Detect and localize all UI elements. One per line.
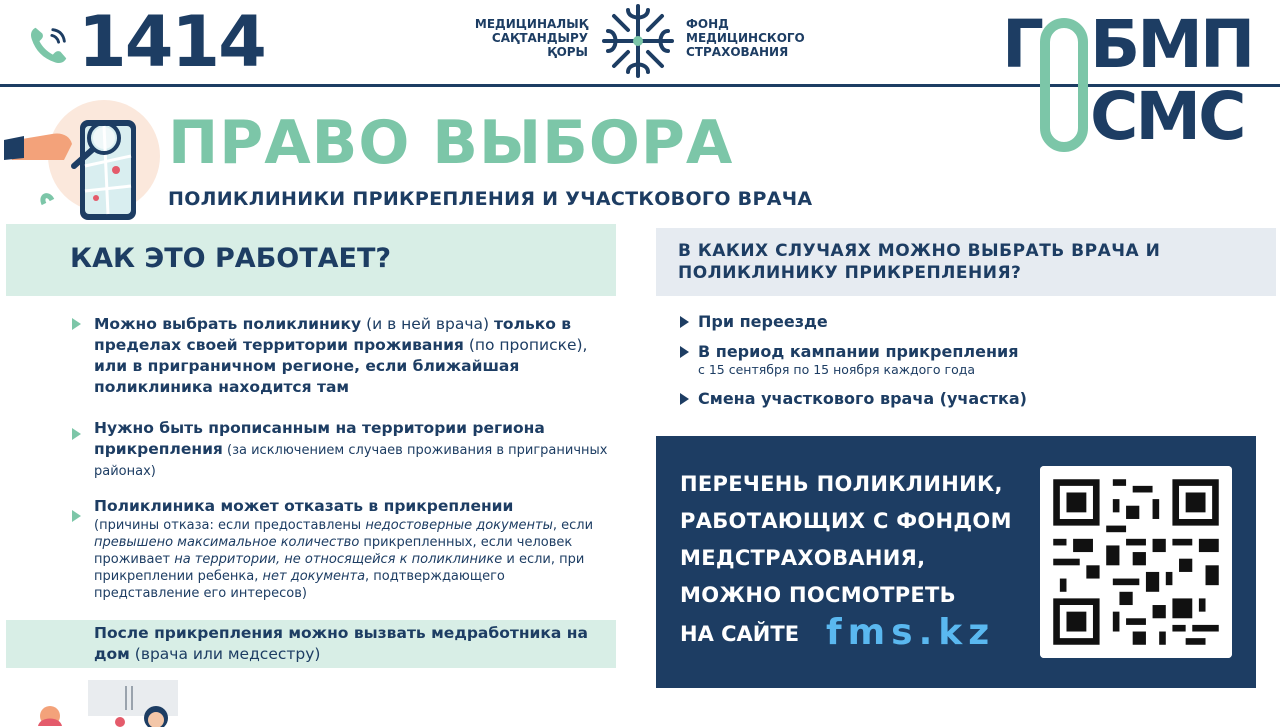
fund-kz-line: САҚТАНДЫРУ bbox=[491, 31, 588, 45]
logo-letters-bmp: БМП bbox=[1090, 6, 1253, 83]
home-visit-banner bbox=[6, 620, 616, 668]
case-text: В период кампании прикрепления bbox=[698, 342, 1019, 361]
fund-name-ru bbox=[686, 17, 826, 59]
fund-ru-line: ФОНД bbox=[686, 17, 729, 31]
rule-note: прикрепленных, если человек проживает bbox=[94, 535, 573, 567]
clinic-list-text bbox=[680, 466, 1040, 614]
logo-ring-o bbox=[1040, 18, 1088, 152]
case-text: При переезде bbox=[698, 312, 828, 331]
cases-banner bbox=[656, 228, 1276, 296]
bullet-arrow-icon bbox=[72, 510, 81, 522]
case-text: Смена участкового врача (участка) bbox=[698, 389, 1027, 408]
rule-text: (и в ней врача) bbox=[361, 315, 494, 333]
logo-letter-g: Г bbox=[1002, 6, 1042, 83]
clinic-list-box bbox=[656, 436, 1256, 688]
bullet-arrow-icon bbox=[72, 428, 81, 440]
main-title: ПРАВО ВЫБОРА bbox=[168, 108, 734, 178]
doctor-child-illustration bbox=[20, 680, 190, 727]
clinic-list-line: РАБОТАЮЩИХ С ФОНДОМ bbox=[680, 509, 1012, 533]
home-visit-note: (врача или медсестру) bbox=[129, 645, 321, 663]
fund-kz-line: ҚОРЫ bbox=[547, 45, 588, 59]
rule-text: или в приграничном регионе, если ближайшая поликлиника находится там bbox=[94, 357, 520, 396]
home-visit-text: После прикрепления можно вызвать медработника на дом bbox=[94, 624, 588, 663]
clinic-list-line: МЕДСТРАХОВАНИЯ, bbox=[680, 546, 926, 570]
bullet-arrow-icon bbox=[680, 316, 689, 328]
bullet-arrow-icon bbox=[72, 318, 81, 330]
fund-kz-line: МЕДИЦИНАЛЫҚ bbox=[474, 17, 588, 31]
phone-icon bbox=[26, 22, 72, 68]
bullet-arrow-icon bbox=[680, 393, 689, 405]
case-note: с 15 сентября по 15 ноября каждого года bbox=[698, 362, 976, 377]
fund-logo-icon bbox=[598, 2, 678, 80]
cases-heading: В КАКИХ СЛУЧАЯХ МОЖНО ВЫБРАТЬ ВРАЧА И ПОЛИКЛИНИКУ ПРИКРЕПЛЕНИЯ? bbox=[678, 241, 1161, 283]
rule-text: Можно выбрать поликлинику bbox=[94, 315, 362, 333]
rule-note: недостоверные документы bbox=[365, 518, 553, 533]
subtitle: ПОЛИКЛИНИКИ ПРИКРЕПЛЕНИЯ И УЧАСТКОВОГО ВРАЧА bbox=[168, 188, 813, 210]
how-it-works-heading: КАК ЭТО РАБОТАЕТ? bbox=[70, 243, 392, 274]
fund-name-kz bbox=[470, 17, 588, 59]
rule-note: (причины отказа: если предоставлены bbox=[94, 518, 366, 533]
rule-text: только в пределах своей территории проживания bbox=[94, 315, 572, 354]
clinic-list-line: ПЕРЕЧЕНЬ ПОЛИКЛИНИК, bbox=[680, 472, 1003, 496]
phone-icon-wrap bbox=[26, 10, 72, 80]
rule-note: , подтверждающего представление его интересов) bbox=[94, 569, 505, 601]
phone-map-magnifier-illustration bbox=[4, 96, 164, 226]
hotline-number: 1414 bbox=[78, 1, 265, 83]
fms-site-link[interactable]: fms.kz bbox=[826, 612, 996, 653]
rule-note: превышено максимальное количество bbox=[94, 535, 360, 550]
logo-letters-sms: СМС bbox=[1090, 78, 1244, 155]
qr-code-icon[interactable] bbox=[1040, 466, 1232, 658]
rule-note: на территории, не относящейся к поликлинике bbox=[174, 552, 503, 567]
rule-note: и если, при прикреплении ребенка, bbox=[94, 552, 585, 584]
how-it-works-banner bbox=[6, 224, 616, 296]
rule-note: , если bbox=[552, 518, 594, 533]
gobmp-osms-logo bbox=[1002, 6, 1262, 162]
fund-ru-line: МЕДИЦИНСКОГО bbox=[686, 31, 805, 45]
rule-note: нет документа bbox=[262, 569, 366, 584]
clinic-list-line: МОЖНО ПОСМОТРЕТЬ bbox=[680, 583, 956, 607]
site-label: НА САЙТЕ bbox=[680, 622, 800, 646]
rule-text: Поликлиника может отказать в прикреплении bbox=[94, 497, 514, 515]
rule-note: (за исключением случаев проживания в приграничных районах) bbox=[94, 443, 608, 479]
rule-text: Нужно быть прописанным на территории региона прикрепления bbox=[94, 419, 545, 458]
bullet-arrow-icon bbox=[680, 346, 689, 358]
fund-ru-line: СТРАХОВАНИЯ bbox=[686, 45, 789, 59]
rule-text: (по прописке), bbox=[463, 336, 588, 354]
